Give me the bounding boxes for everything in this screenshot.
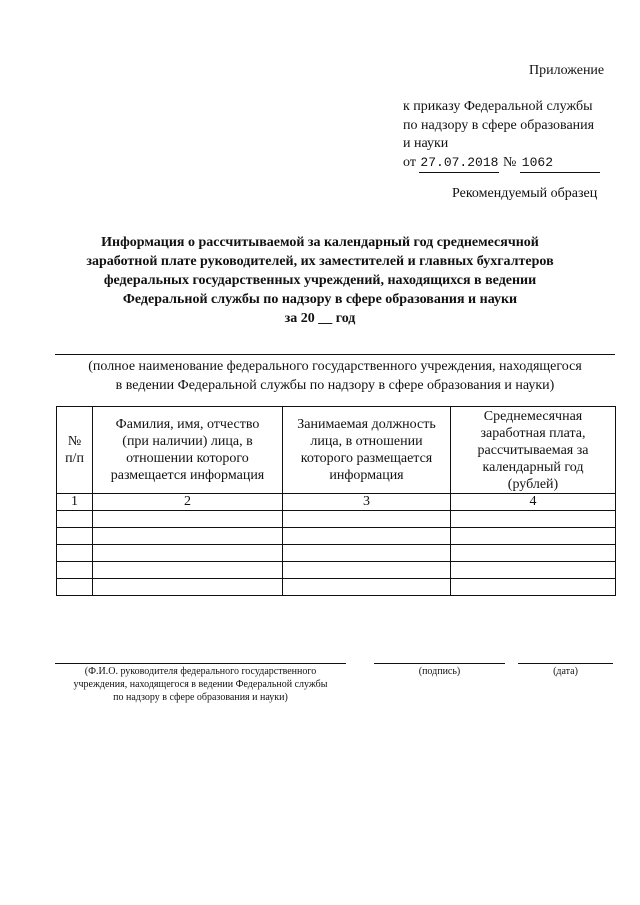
header-cell-position: Занимаемая должность лица, в отношении которого размещается информация (283, 407, 451, 494)
table-cell (57, 562, 93, 579)
order-date-number (403, 154, 600, 174)
table-cell (57, 511, 93, 528)
header-cell-fio: Фамилия, имя, отчество (при наличии) лица, в отношении которого размещается информация (93, 407, 283, 494)
table-cell (93, 579, 283, 596)
document-title (60, 233, 580, 328)
table-row (57, 562, 616, 579)
fio-signature-line (55, 663, 346, 664)
title-line: федеральных государственных учреждений, находящихся в ведении (103, 273, 537, 288)
table-cell (57, 528, 93, 545)
order-date: 27.07.2018 (419, 154, 499, 174)
appendix-label: Приложение (529, 63, 605, 78)
table-cell (93, 562, 283, 579)
organization-caption (55, 357, 615, 395)
order-line: к приказу Федеральной службы (403, 99, 593, 114)
table-cell (57, 579, 93, 596)
table-cell (283, 511, 451, 528)
date-line (518, 663, 613, 664)
table-cell (93, 528, 283, 545)
signature-caption: (подпись) (418, 666, 461, 677)
header-cell-number: № п/п (57, 407, 93, 494)
order-number: 1062 (520, 154, 600, 174)
title-line: за 20 __ год (284, 311, 356, 326)
table-cell (451, 545, 616, 562)
number-prefix: № (502, 154, 517, 170)
table-row (57, 511, 616, 528)
organization-name-line (55, 354, 615, 355)
signature-line (374, 663, 505, 664)
table-cell (451, 511, 616, 528)
table-cell (283, 528, 451, 545)
table-row (57, 545, 616, 562)
column-number: 3 (283, 494, 451, 511)
title-line: Информация о рассчитываемой за календарный год среднемесячной (101, 235, 539, 250)
table-cell (451, 579, 616, 596)
column-number-row (57, 494, 616, 511)
fio-caption (55, 665, 346, 704)
table-header-row (57, 407, 616, 494)
table-cell (283, 562, 451, 579)
table-row (57, 579, 616, 596)
table-cell (451, 562, 616, 579)
date-prefix: от (403, 154, 416, 170)
recommended-sample-label: Рекомендуемый образец (452, 186, 598, 201)
table-cell (93, 545, 283, 562)
table-cell (283, 545, 451, 562)
caption-line: учреждения, находящегося в ведении Федеральной службы (73, 679, 328, 690)
header-cell-salary: Среднемесячная заработная плата, рассчитываемая за календарный год (рублей) (451, 407, 616, 494)
caption-line: (полное наименование федерального государственного учреждения, находящегося (88, 359, 582, 374)
caption-line: (Ф.И.О. руководителя федерального государственного (84, 666, 317, 677)
order-reference (403, 98, 600, 173)
title-line: Федеральной службы по надзору в сфере образования и науки (122, 292, 518, 307)
caption-line: по надзору в сфере образования и науки) (113, 692, 288, 703)
title-line: заработной плате руководителей, их заместителей и главных бухгалтеров (86, 254, 554, 269)
table-cell (451, 528, 616, 545)
column-number: 2 (93, 494, 283, 511)
order-line: по надзору в сфере образования (403, 117, 595, 133)
salary-table (56, 406, 616, 596)
caption-line: в ведении Федеральной службы по надзору в сфере образования и науки) (115, 378, 555, 393)
table-cell (283, 579, 451, 596)
column-number: 1 (57, 494, 93, 511)
table-cell (57, 545, 93, 562)
table-row (57, 528, 616, 545)
column-number: 4 (451, 494, 616, 511)
order-line: и науки (403, 136, 449, 151)
date-caption: (дата) (553, 666, 578, 677)
table-cell (93, 511, 283, 528)
